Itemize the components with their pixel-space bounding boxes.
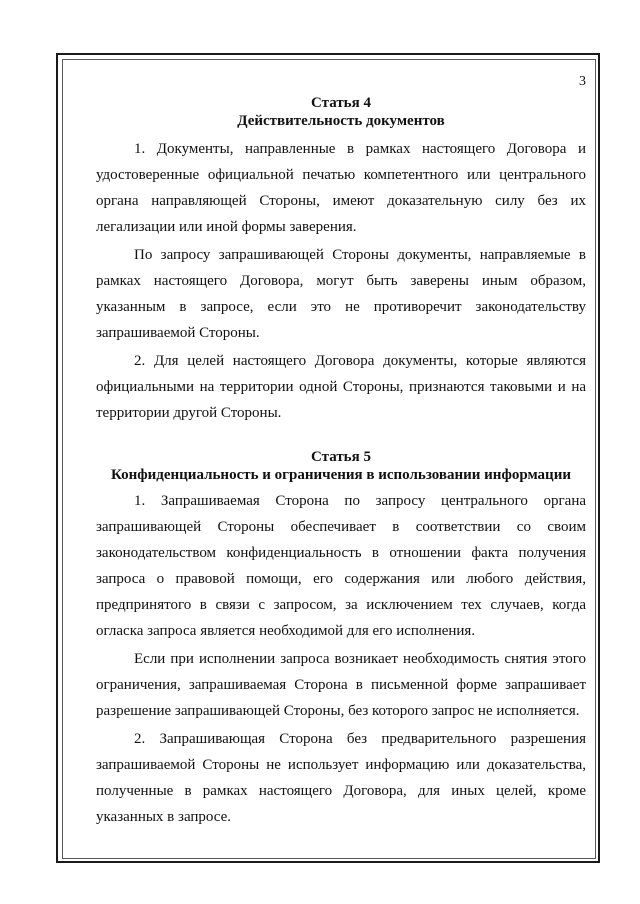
article-4-section — [96, 94, 586, 426]
article-5-section — [96, 448, 586, 830]
article-5-paragraph-3: 2. Запрашивающая Сторона без предварительного разрешения запрашиваемой Стороны не использует информацию или доказательства, полученные в рамках настоящего Договора, для иных целей, кроме указанных в запросе. — [96, 731, 586, 825]
article-4-subtitle: Действительность документов — [237, 113, 445, 129]
article-5-title: Статья 5 — [311, 449, 371, 465]
article-4-title: Статья 4 — [311, 95, 371, 111]
article-5-paragraph-1: 1. Запрашиваемая Сторона по запросу центрального органа запрашивающей Стороны обеспечивает в соответствии со своим законодательством конфиденциальность в отношении факта получения запроса о правовой помощи, его содержания или любого действия, предпринятого в связи с запросом, за исключением тех случаев, когда огласка запроса является необходимой для его исполнения. — [96, 493, 586, 639]
page-number: 3 — [579, 74, 586, 89]
document-body — [96, 72, 586, 832]
article-5-paragraph-2: Если при исполнении запроса возникает необходимость снятия этого ограничения, запрашиваемая Сторона в письменной форме запрашивает разрешение запрашивающей Стороны, без которого запрос не исполняется. — [96, 651, 586, 719]
article-4-paragraph-2: По запросу запрашивающей Стороны документы, направляемые в рамках настоящего Договора, могут быть заверены иным образом, указанным в запросе, если это не противоречит законодательству запрашиваемой Стороны. — [96, 247, 586, 341]
article-5-subtitle: Конфиденциальность и ограничения в использовании информации — [110, 467, 571, 483]
article-4-paragraph-1: 1. Документы, направленные в рамках настоящего Договора и удостоверенные официальной печатью компетентного или центрального органа направляющей Стороны, имеют доказательную силу без их легализации или иной формы заверения. — [96, 141, 586, 235]
article-4-paragraph-3: 2. Для целей настоящего Договора документы, которые являются официальными на территории одной Стороны, признаются таковыми и на территории другой Стороны. — [96, 353, 586, 421]
